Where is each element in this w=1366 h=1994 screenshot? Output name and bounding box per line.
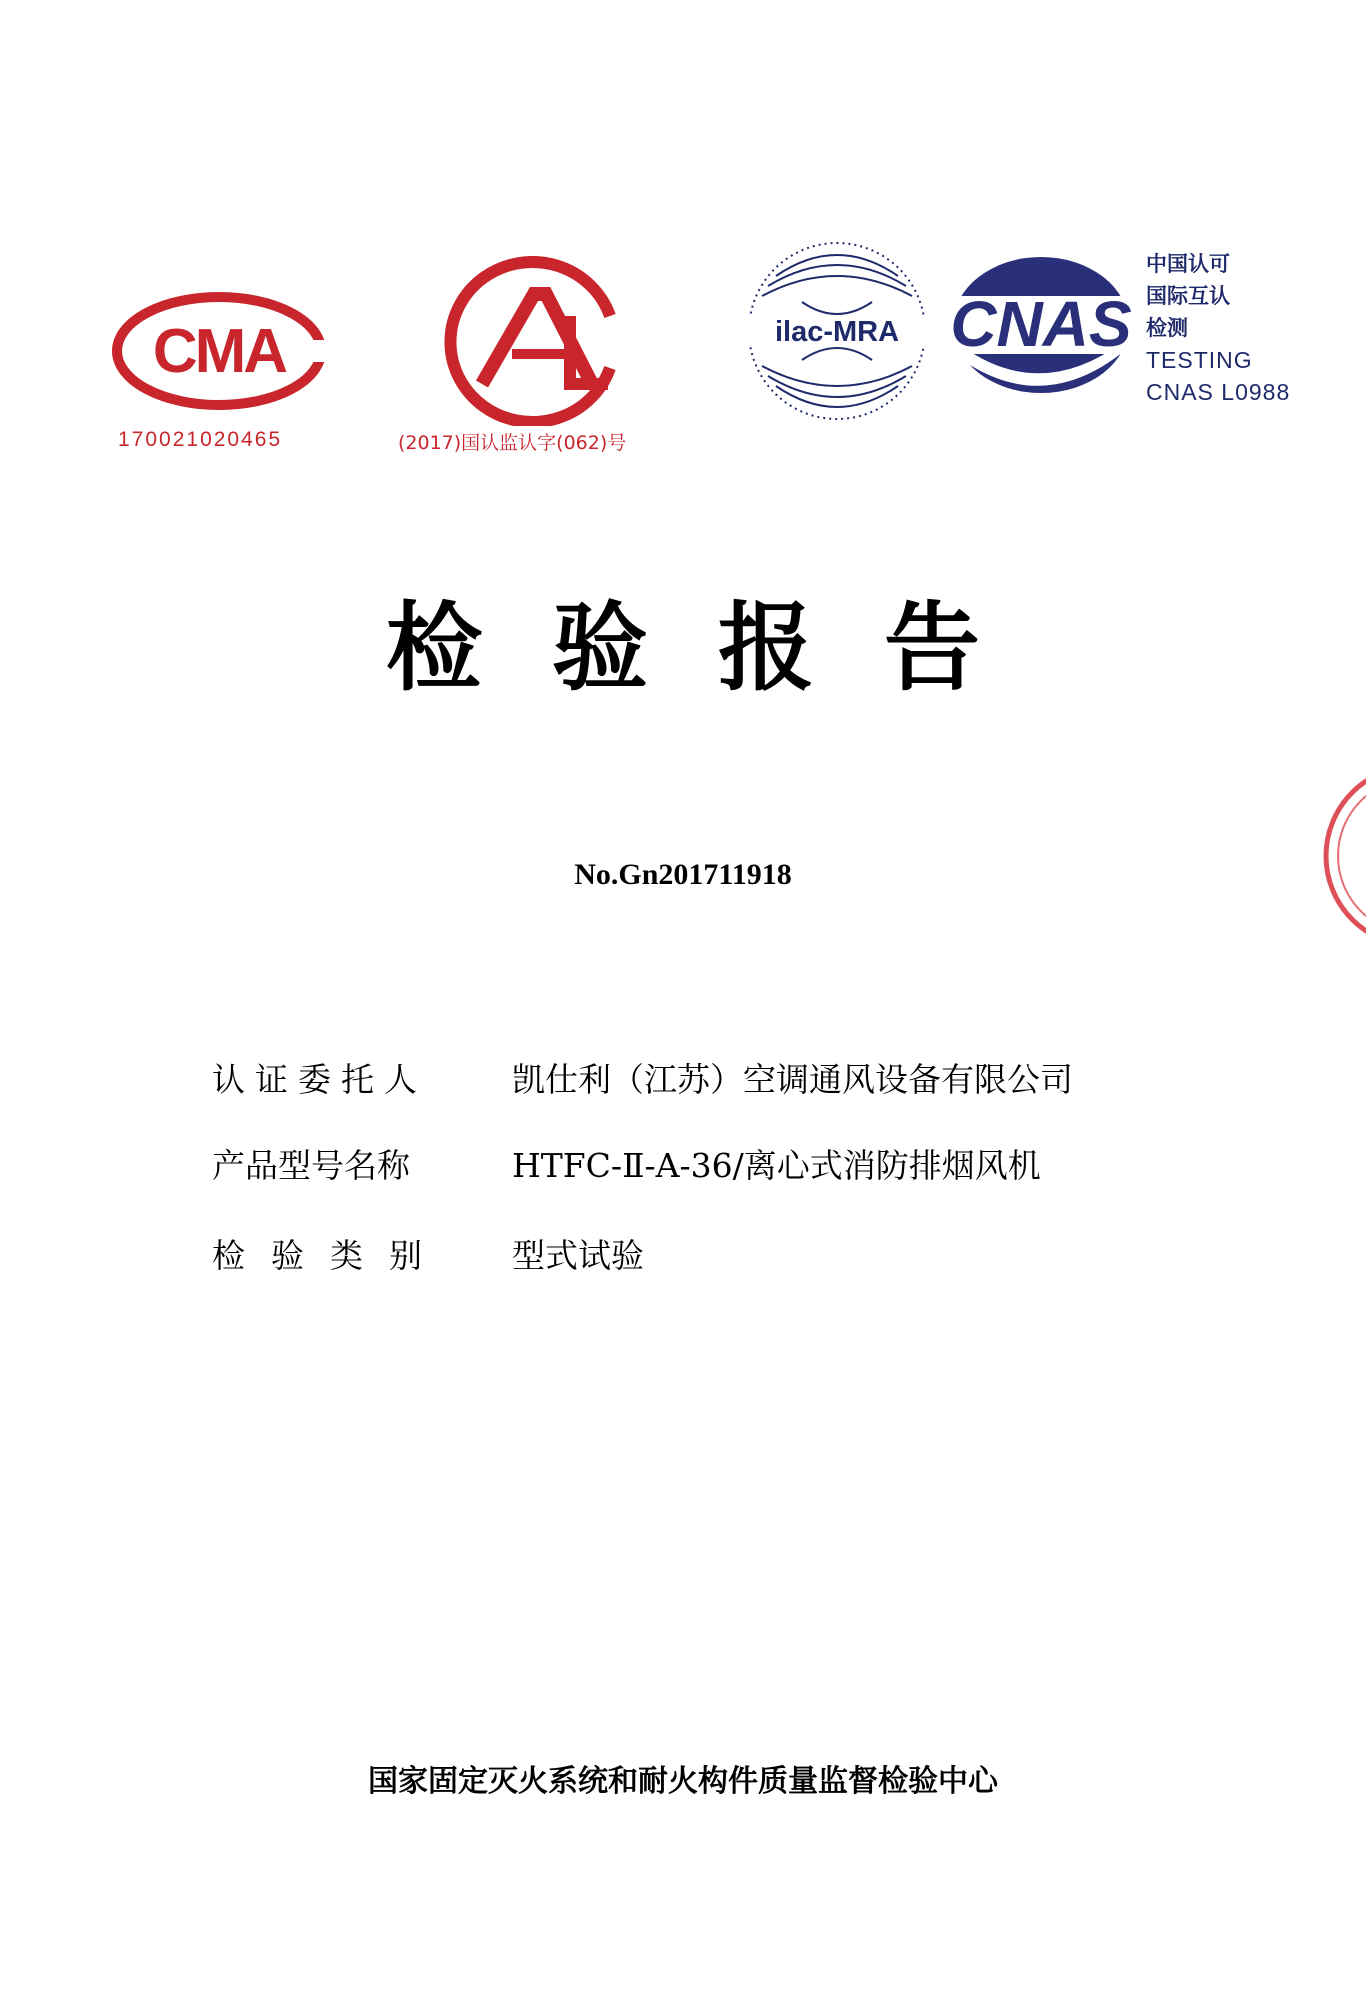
cnas-logo (938, 252, 1144, 398)
cnas-line-3: 检测 (1146, 316, 1188, 340)
field-label: 认证委托人 (212, 1060, 427, 1099)
cma-logo (112, 292, 326, 410)
page-title: 检验报告 (386, 592, 1050, 704)
cal-logo (442, 256, 632, 426)
field-value: HTFC-Ⅱ-A-36/离心式消防排烟风机 (512, 1146, 1041, 1185)
field-value: 凯仕利（江苏）空调通风设备有限公司 (512, 1060, 1073, 1099)
field-value: 型式试验 (512, 1236, 644, 1275)
svg-text:CMA: CMA (152, 317, 286, 386)
cal-number: (2017)国认监认字(062)号 (398, 432, 627, 454)
field-label: 产品型号名称 (212, 1146, 410, 1185)
ilac-mra-logo (742, 236, 932, 426)
cma-number: 170021020465 (118, 428, 283, 451)
issuing-organization: 国家固定灭火系统和耐火构件质量监督检验中心 (368, 1764, 998, 1799)
svg-text:ilac-MRA: ilac-MRA (774, 316, 900, 348)
svg-text:CNAS: CNAS (950, 288, 1132, 360)
report-number: No.Gn201711918 (574, 858, 792, 891)
field-label: 检验类别 (212, 1236, 448, 1275)
cnas-line-1: 中国认可 (1146, 252, 1230, 276)
cnas-line-4: TESTING (1146, 347, 1253, 373)
cnas-info (1146, 248, 1290, 408)
cnas-line-2: 国际互认 (1146, 284, 1230, 308)
red-stamp-partial (1306, 756, 1366, 956)
cnas-line-5: CNAS L0988 (1146, 379, 1291, 405)
